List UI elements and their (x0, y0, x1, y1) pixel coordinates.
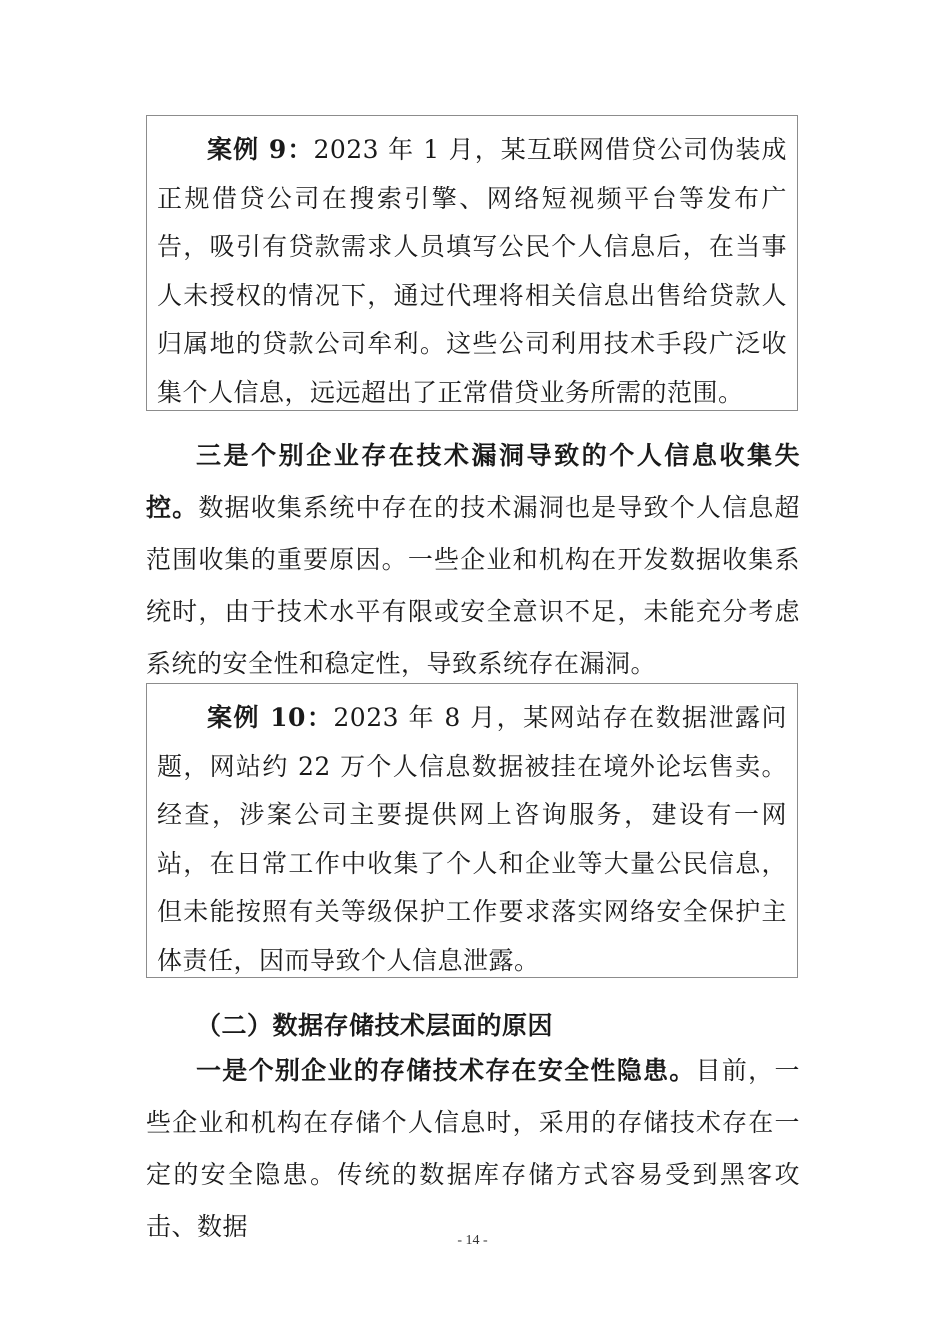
page-number: - 14 - (457, 1233, 488, 1248)
case-9-label: 案例 9： (207, 135, 314, 164)
paragraph-storage-risk (146, 1045, 800, 1253)
case-9-box (146, 115, 798, 411)
paragraph-storage-risk-text: 目前，一些企业和机构在存储个人信息时，采用的存储技术存在一定的安全隐患。传统的数据库存储方式容易受到黑客攻击、数据 (146, 1056, 800, 1241)
paragraph-technical-loophole-lead: 三是个别企业存在技术漏洞导致的个人信息收集失控。 (146, 441, 800, 522)
case-9-paragraph (157, 126, 787, 417)
paragraph-technical-loophole (146, 430, 800, 690)
section-heading-storage: （二）数据存储技术层面的原因 (196, 1011, 554, 1040)
case-10-text: 2023 年 8 月，某网站存在数据泄露问题，网站约 22 万个人信息数据被挂在境外论坛售卖。经查，涉案公司主要提供网上咨询服务，建设有一网站，在日常工作中收集了个人和企业等大量公民信息，但未能按照有关等级保护工作要求落实网络安全保护主体责任，因而导致个人信息泄露。 (157, 703, 787, 975)
case-10-box (146, 683, 798, 978)
case-10-label: 案例 10： (207, 703, 334, 732)
case-9-text: 2023 年 1 月，某互联网借贷公司伪装成正规借贷公司在搜索引擎、网络短视频平台等发布广告，吸引有贷款需求人员填写公民个人信息后，在当事人未授权的情况下，通过代理将相关信息出售给贷款人归属地的贷款公司牟利。这些公司利用技术手段广泛收集个人信息，远远超出了正常借贷业务所需的范围。 (157, 135, 787, 407)
case-10-paragraph (157, 694, 787, 985)
paragraph-technical-loophole-text: 数据收集系统中存在的技术漏洞也是导致个人信息超范围收集的重要原因。一些企业和机构在开发数据收集系统时，由于技术水平有限或安全意识不足，未能充分考虑系统的安全性和稳定性，导致系统存在漏洞。 (146, 493, 800, 678)
paragraph-storage-risk-lead: 一是个别企业的存储技术存在安全性隐患。 (196, 1056, 696, 1085)
